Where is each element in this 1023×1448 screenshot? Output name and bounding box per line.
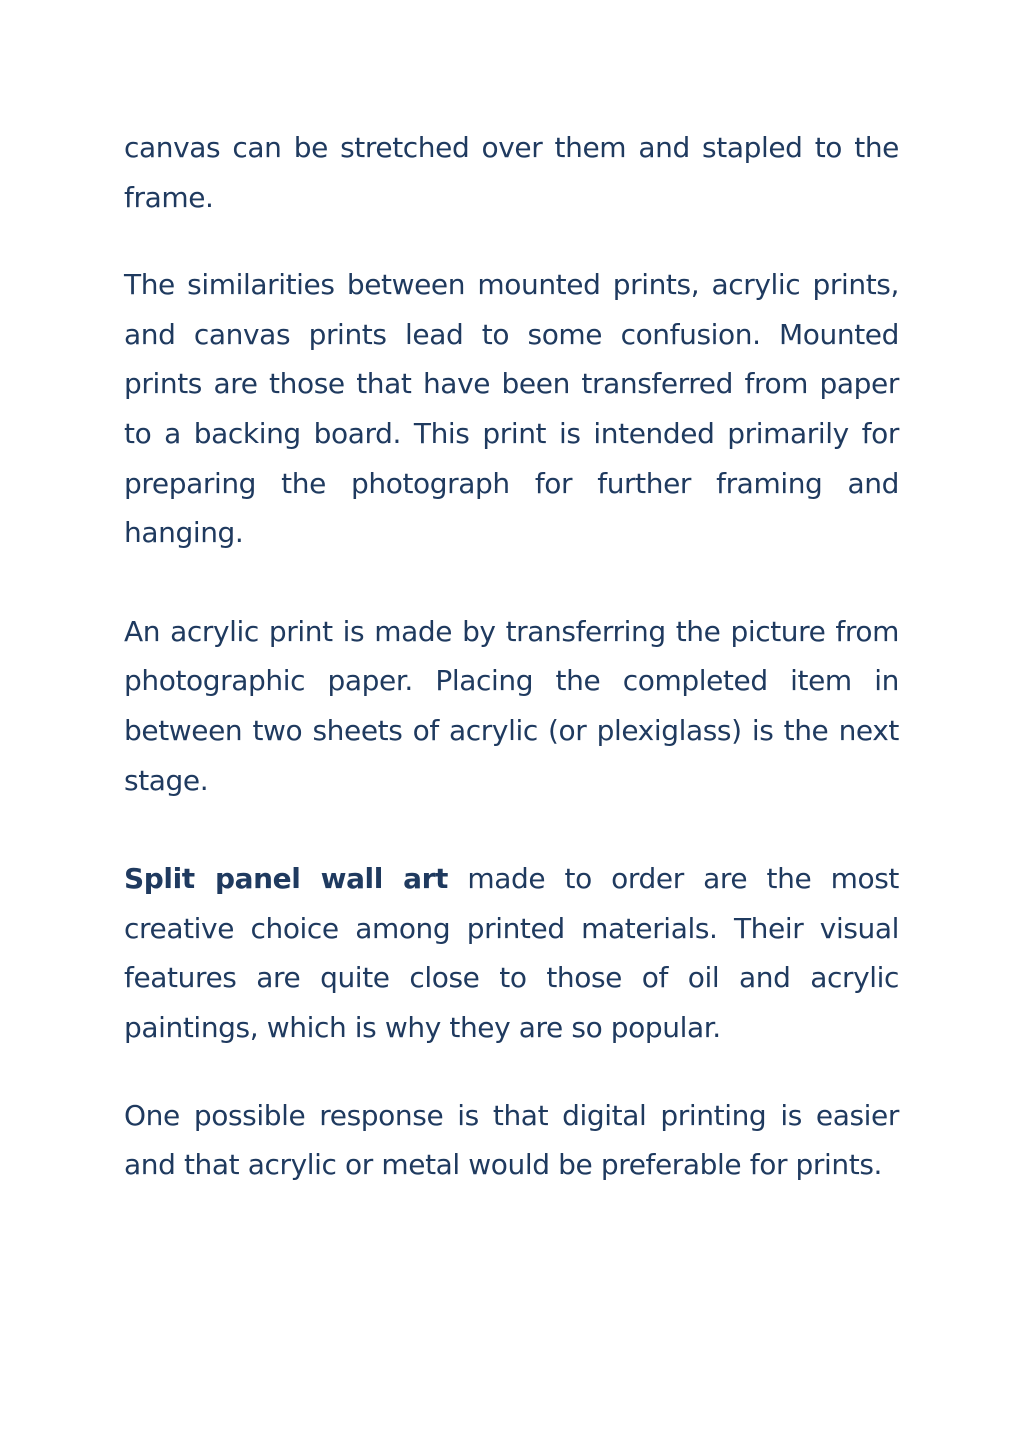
split-panel-paragraph-text: made to order are the most creative choice among printed materials. Their visual features are quite close to those of oil and acrylic paintings, which is why they are so popular. — [124, 862, 900, 1044]
paragraph-spacer — [124, 558, 899, 607]
paragraph-digital-printing: One possible response is that digital printing is easier and that acrylic or metal would be preferable for prints. — [124, 1098, 899, 1182]
paragraph-acrylic-print: An acrylic print is made by transferring the picture from photographic paper. Placing the completed item in between two sheets of acrylic (or plexiglass) is the next stage. — [124, 614, 899, 797]
paragraph-canvas-stretching: canvas can be stretched over them and stapled to the frame. — [124, 131, 899, 214]
paragraph-spacer — [124, 805, 899, 854]
split-panel-wall-art-emphasis: Split panel wall art — [124, 862, 449, 896]
paragraph-spacer — [124, 222, 899, 260]
document-body — [124, 123, 899, 1190]
paragraph-spacer — [124, 1053, 899, 1091]
paragraph-print-similarities: The similarities between mounted prints, acrylic prints, and canvas prints lead to some confusion. Mounted prints are those that have been transferred from paper to a backing board. This print is intended primarily for preparing the photograph for further framing and hanging. — [124, 268, 899, 550]
paragraph-split-panel — [124, 854, 899, 1052]
